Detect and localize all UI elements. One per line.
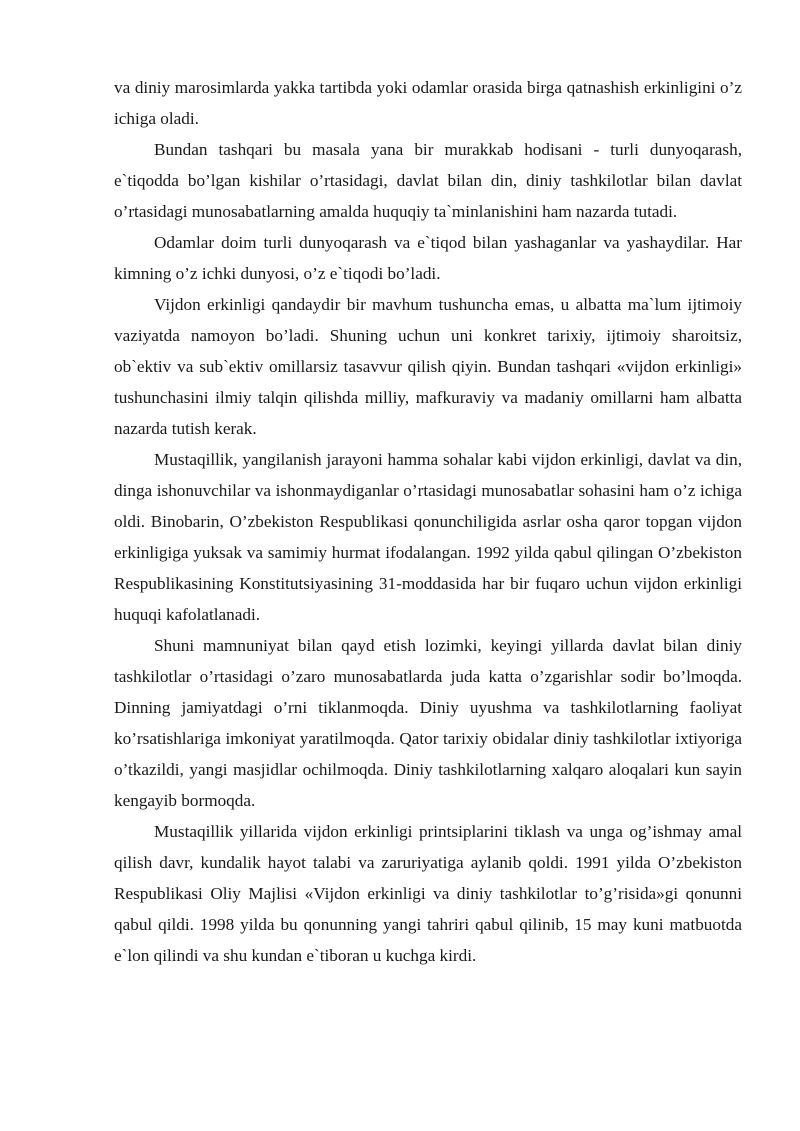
paragraph: Vijdon erkinligi qandaydir bir mavhum tushuncha emas, u albatta ma`lum ijtimoiy vaziyatda namoyon bo’ladi. Shuning uchun uni konkret tarixiy, ijtimoiy sharoitsiz, ob`ektiv va sub`ektiv omillarsiz tasavvur qilish qiyin. Bundan tashqari «vijdon erkinligi» tushunchasini ilmiy talqin qilishda milliy, mafkuraviy va madaniy omillarni ham albatta nazarda tutish kerak. xyxy=(114,295,742,438)
paragraph: Mustaqillik, yangilanish jarayoni hamma sohalar kabi vijdon erkinligi, davlat va din, dinga ishonuvchilar va ishonmaydiganlar o’rtasidagi munosabatlar sohasini ham o’z ichiga oldi. Binobarin, O’zbekiston Respublikasi qonunchiligida asrlar osha qaror topgan vijdon erkinligiga yuksak va samimiy hurmat ifodalangan. 1992 yilda qabul qilingan O’zbekiston Respublikasining Konstitutsiyasining 31-moddasida har bir fuqaro uchun vijdon erkinligi huquqi kafolatlanadi. xyxy=(114,450,742,624)
paragraph: Odamlar doim turli dunyoqarash va e`tiqod bilan yashaganlar va yashaydilar. Har kimning o’z ichki dunyosi, o’z e`tiqodi bo’ladi. xyxy=(114,233,742,283)
document-body xyxy=(114,72,742,971)
paragraph: Mustaqillik yillarida vijdon erkinligi printsiplarini tiklash va unga og’ishmay amal qilish davr, kundalik hayot talabi va zaruriyatiga aylanib qoldi. 1991 yilda O’zbekiston Respublikasi Oliy Majlisi «Vijdon erkinligi va diniy tashkilotlar to’g’risida»gi qonunni qabul qildi. 1998 yilda bu qonunning yangi tahriri qabul qilinib, 15 may kuni matbuotda e`lon qilindi va shu kundan e`tiboran u kuchga kirdi. xyxy=(114,822,742,965)
paragraph: Bundan tashqari bu masala yana bir murakkab hodisani - turli dunyoqarash, e`tiqodda bo’lgan kishilar o’rtasidagi, davlat bilan din, diniy tashkilotlar bilan davlat o’rtasidagi munosabatlarning amalda huquqiy ta`minlanishini ham nazarda tutadi. xyxy=(114,140,742,221)
paragraph-continuation: va diniy marosimlarda yakka tartibda yoki odamlar orasida birga qatnashish erkinligini o’z ichiga oladi. xyxy=(114,78,742,128)
paragraph: Shuni mamnuniyat bilan qayd etish lozimki, keyingi yillarda davlat bilan diniy tashkilotlar o’rtasidagi o’zaro munosabatlarda juda katta o’zgarishlar sodir bo’lmoqda. Dinning jamiyatdagi o’rni tiklanmoqda. Diniy uyushma va tashkilotlarning faoliyat ko’rsatishlariga imkoniyat yaratilmoqda. Qator tarixiy obidalar diniy tashkilotlar ixtiyoriga o’tkazildi, yangi masjidlar ochilmoqda. Diniy tashkilotlarning xalqaro aloqalari kun sayin kengayib bormoqda. xyxy=(114,636,742,810)
